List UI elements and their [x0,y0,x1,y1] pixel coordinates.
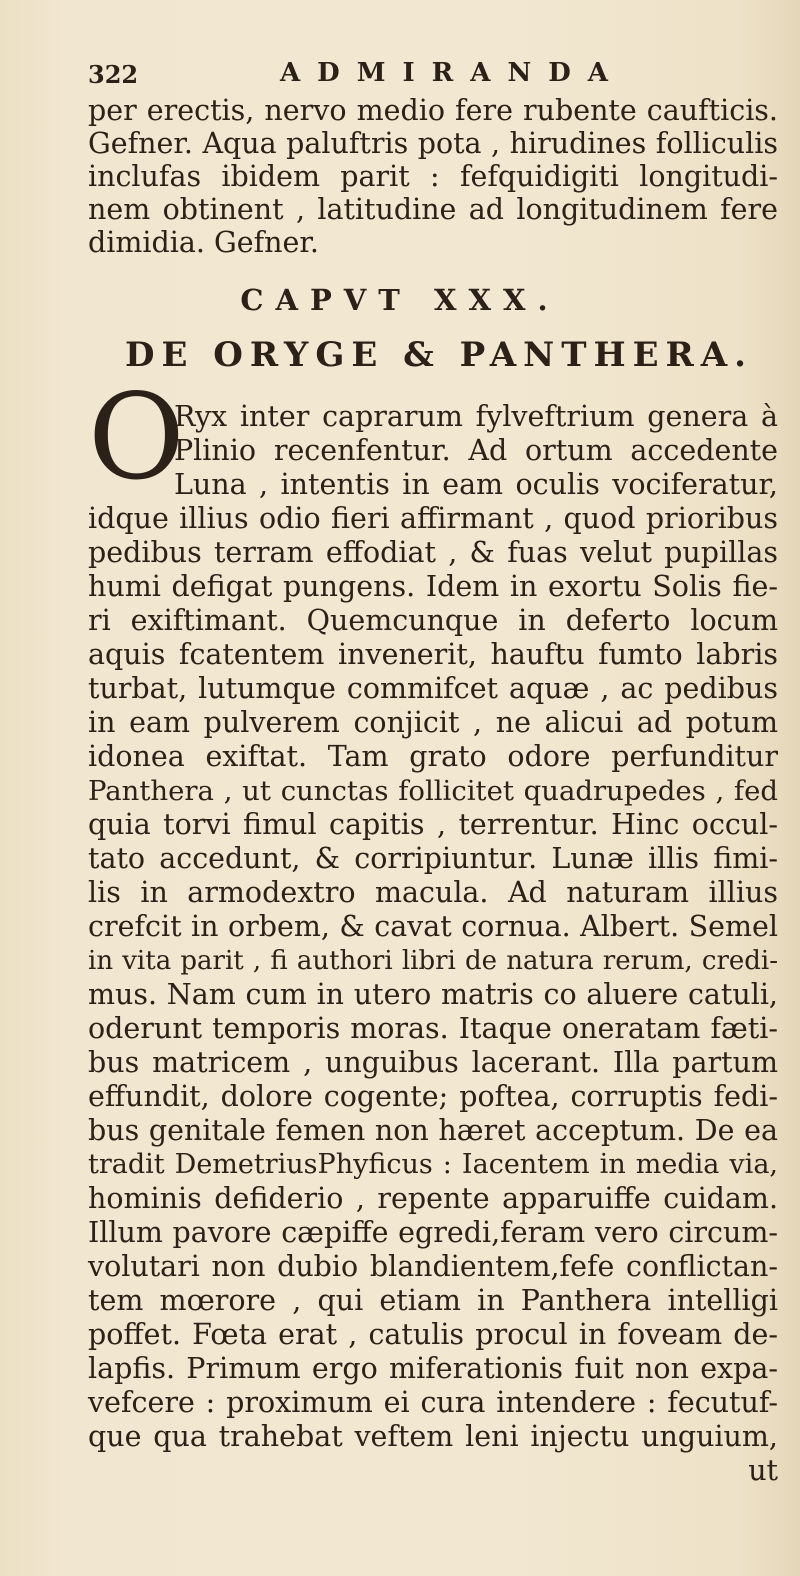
text-line: volutari non dubio blandientem,fefe conflictan- [88,1250,778,1283]
text-line: turbat, lutumque commifcet aquæ , ac pedibus [88,672,778,705]
text-line: bus genitale femen non hæret acceptum. De ea [88,1114,778,1147]
text-line: crefcit in orbem, & cavat cornua. Albert. Semel [88,910,778,943]
text-line: vefcere : proximum ei cura intendere : fecutuf- [88,1386,778,1419]
text-line: Ryx inter caprarum fylveftrium genera à [174,400,778,433]
text-line: hominis defiderio , repente apparuiffe cuidam. [88,1182,778,1215]
text-line: oderunt temporis moras. Itaque oneratam fæti- [88,1012,778,1045]
text-line: poffet. Fœta erat , catulis procul in foveam de- [88,1318,778,1351]
text-line: mus. Nam cum in utero matris co aluere catuli, [88,978,778,1011]
section-heading: DE ORYGE & PANTHERA. [124,335,754,375]
chapter-heading: CAPVT XXX. [240,283,560,317]
page-number: 322 [88,60,139,89]
text-line: idque illius odio fieri affirmant , quod prioribus [88,502,778,535]
text-line: Illum pavore cæpiffe egredi,feram vero circum- [88,1216,778,1249]
text-line: humi defigat pungens. Idem in exortu Solis fie- [88,570,778,603]
text-line: lapfis. Primum ergo miferationis fuit non expa- [88,1352,778,1385]
catchword: ut [748,1454,778,1487]
text-line: tato accedunt, & corripiuntur. Lunæ illis fimi- [88,842,778,875]
text-line: que qua trahebat veftem leni injectu unguium, [88,1420,778,1453]
running-head [88,56,740,96]
drop-capital: O [88,368,185,506]
text-line: aquis fcatentem invenerit, hauftu fumto labris [88,638,778,671]
text-line: tem mœrore , qui etiam in Panthera intelligi [88,1284,778,1317]
text-line: bus matricem , unguibus lacerant. Illa partum [88,1046,778,1079]
body-paragraph [88,400,778,1510]
text-line: Panthera , ut cunctas follicitet quadrupedes , fed [88,775,778,807]
text-line: per erectis, nervo medio fere rubente caufticis. [88,94,778,127]
text-line: in eam pulverem conjicit , ne alicui ad potum [88,706,778,739]
text-line: lis in armodextro macula. Ad naturam illius [88,876,778,909]
continued-paragraph [88,94,778,284]
text-line: ri exiftimant. Quemcunque in deferto locum [88,604,778,637]
text-line: inclufas ibidem parit : fefquidigiti longitudi- [88,160,778,193]
text-line: pedibus terram effodiat , & fuas velut pupillas [88,536,778,569]
text-line: Gefner. Aqua paluftris pota , hirudines folliculis [88,127,778,160]
text-line: quia torvi fimul capitis , terrentur. Hinc occul- [88,808,778,841]
text-line: in vita parit , fi authori libri de natura rerum, credi- [88,946,778,976]
text-line: Luna , intentis in eam oculis vociferatur, [174,468,778,501]
text-line: tradit DemetriusPhyficus : Iacentem in media via, [88,1149,778,1180]
text-line: dimidia. Gefner. [88,226,319,259]
text-line: Plinio recenfentur. Ad ortum accedente [174,434,778,467]
text-line: nem obtinent , latitudine ad longitudinem fere [88,193,778,226]
running-title: ADMIRANDA [280,58,625,88]
text-line: idonea exiftat. Tam grato odore perfunditur [88,740,778,773]
text-line: effundit, dolore cogente; poftea, corruptis fedi- [88,1080,778,1113]
